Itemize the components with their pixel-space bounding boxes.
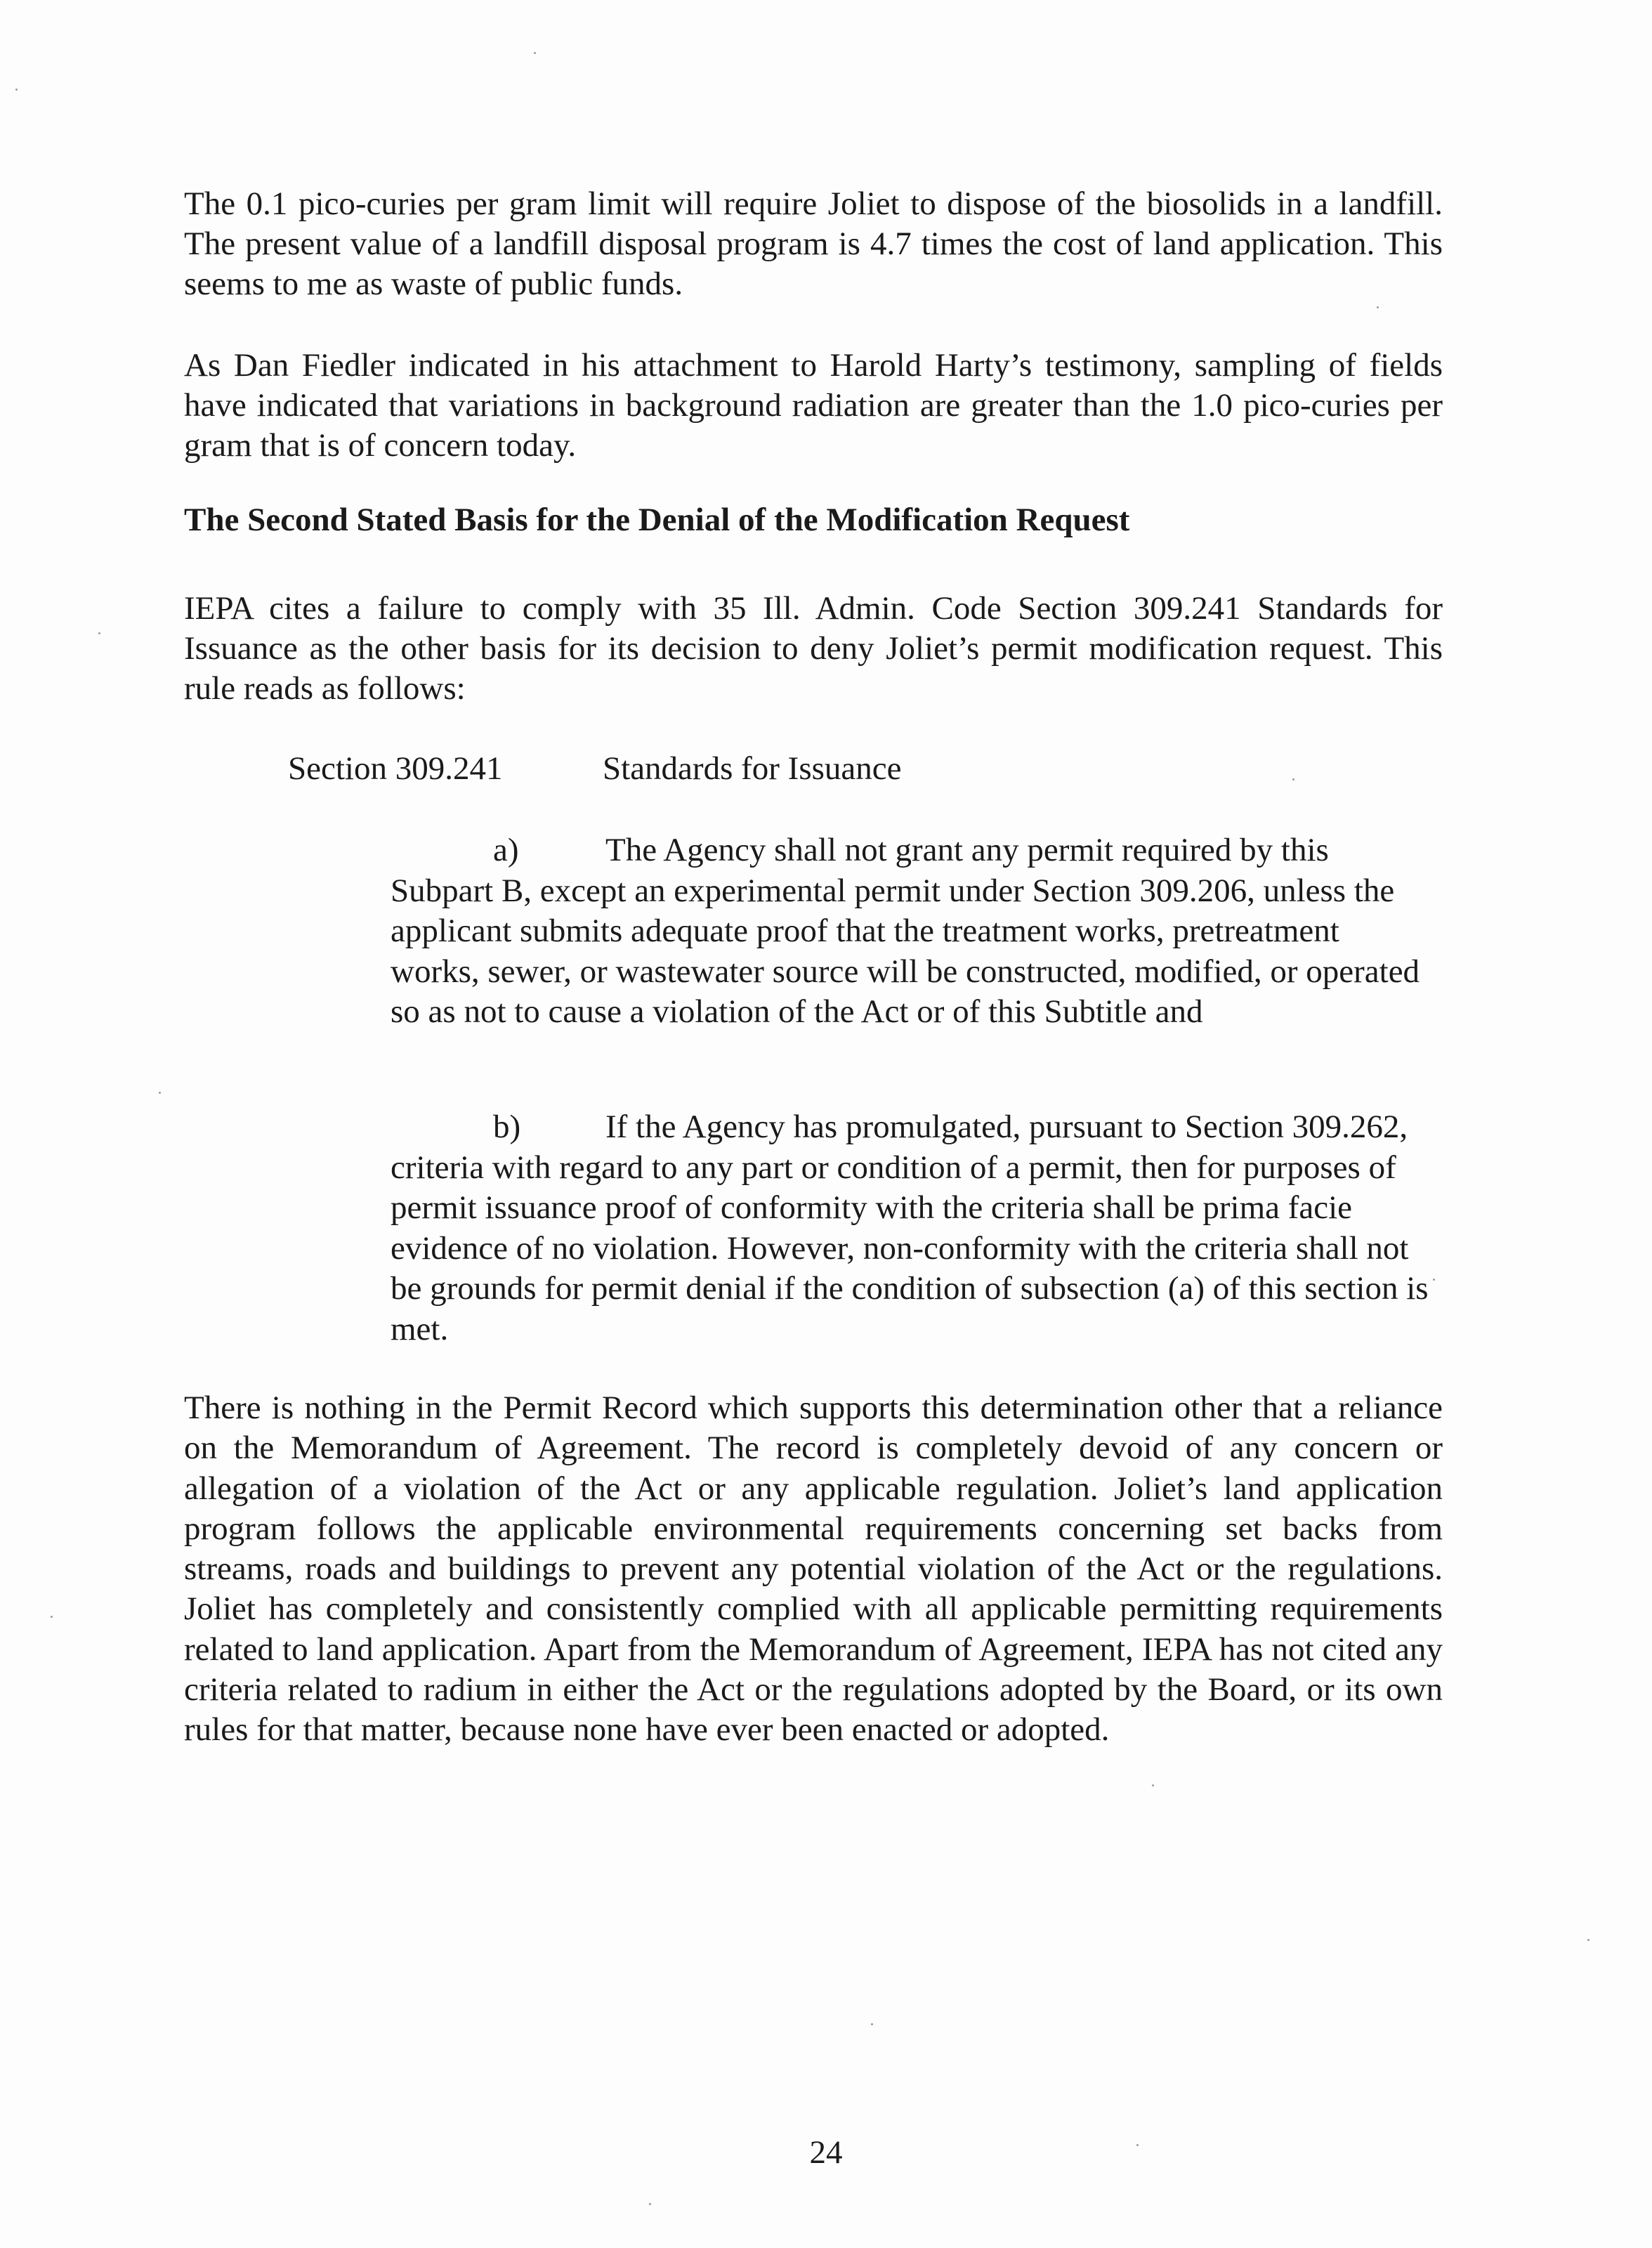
- section-heading: The Second Stated Basis for the Denial of the Modification Request: [184, 502, 1130, 538]
- quoted-subsection-b: [391, 1107, 1430, 1350]
- section-title: Standards for Issuance: [603, 750, 902, 787]
- quoted-subsection-a: [391, 830, 1430, 1033]
- scan-speck: [1136, 2144, 1139, 2146]
- subsection-b-text: If the Agency has promulgated, pursuant to Section 309.262, criteria with regard to any part or condition of a permit, then for purposes of permit issuance proof of conformity with the criteria shall be prima facie evidence of no violation. However, non-conformity with the criteria shall not be grounds for permit denial if the condition of subsection (a) of this section is met.: [391, 1109, 1429, 1347]
- paragraph-iepa-basis: IEPA cites a failure to comply with 35 Ill. Admin. Code Section 309.241 Standards for Issuance as the other basis for its decision to deny Joliet’s permit modification request. This rule reads as follows:: [184, 590, 1443, 707]
- subsection-a-marker: a): [493, 832, 519, 868]
- section-number: Section 309.241: [288, 750, 503, 787]
- scan-speck: [1377, 306, 1379, 308]
- scan-speck: [98, 632, 100, 634]
- scan-speck: [649, 2203, 651, 2205]
- page-number: 24: [809, 2134, 843, 2171]
- scan-speck: [15, 89, 18, 91]
- subsection-a-text: The Agency shall not grant any permit required by this Subpart B, except an experimental permit under Section 309.206, unless the applicant submits adequate proof that the treatment works, pretreatment works, sewer, or wastewater source will be constructed, modified, or operated so as not to cause a violation of the Act or of this Subtitle and: [391, 832, 1420, 1030]
- paragraph-permit-record: There is nothing in the Permit Record which supports this determination other that a reliance on the Memorandum of Agreement. The record is completely devoid of any concern or allegation of a violation of the Act or any applicable regulation. Joliet’s land application program follows the applicable environmental requirements concerning set backs from streams, roads and buildings to prevent any potential violation of the Act or the regulations. Joliet has completely and consistently complied with all applicable permitting requirements related to land application. Apart from the Memorandum of Agreement, IEPA has not cited any criteria related to radium in either the Act or the regulations adopted by the Board, or its own rules for that matter, because none have ever been enacted or adopted.: [184, 1390, 1443, 1749]
- paragraph-landfill-cost: The 0.1 pico-curies per gram limit will require Joliet to dispose of the biosolids in a landfill. The present value of a landfill disposal program is 4.7 times the cost of land application. This seems to me as waste of public funds.: [184, 185, 1443, 302]
- scan-speck: [1292, 778, 1294, 780]
- scan-speck: [51, 1616, 53, 1618]
- scan-speck: [534, 52, 536, 54]
- subsection-b-marker: b): [493, 1109, 521, 1145]
- scan-speck: [1433, 1279, 1435, 1281]
- scan-speck: [159, 1092, 161, 1094]
- paragraph-background-radiation: As Dan Fiedler indicated in his attachment to Harold Harty’s testimony, sampling of fields have indicated that variations in background radiation are greater than the 1.0 pico-curies per gram that is of concern today.: [184, 347, 1443, 464]
- scan-speck: [1587, 1939, 1589, 1941]
- scan-speck: [871, 2023, 873, 2025]
- scan-speck: [1152, 1784, 1154, 1786]
